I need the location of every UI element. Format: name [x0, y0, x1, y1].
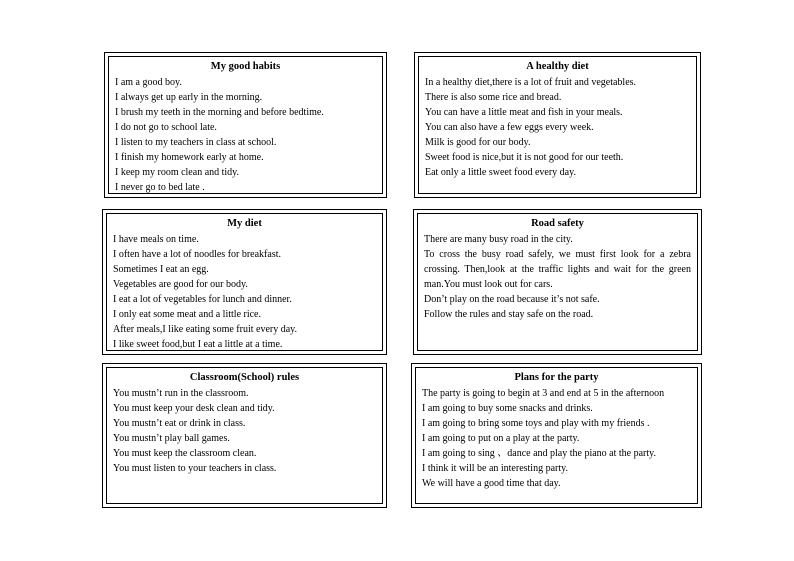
card-line: The party is going to begin at 3 and end at 5 in the afternoon	[422, 388, 665, 399]
card-line: I brush my teeth in the morning and before bedtime.	[115, 107, 324, 118]
card-line: You must keep the classroom clean.	[113, 448, 257, 459]
card-line: I like sweet food,but I eat a little at a time.	[113, 339, 283, 350]
card-plans-for-the-party	[411, 363, 702, 508]
card-line: There are many busy road in the city.	[424, 234, 573, 245]
card-line: You must listen to your teachers in class.	[113, 463, 277, 474]
card-line: I never go to bed late .	[115, 182, 205, 193]
card-line: I listen to my teachers in class at school.	[115, 137, 277, 148]
card-title: My good habits	[210, 61, 281, 72]
card-line: You mustn’t eat or drink in class.	[113, 418, 246, 429]
card-classroom-rules	[102, 363, 387, 508]
card-line: I do not go to school late.	[115, 122, 217, 133]
card-title: Classroom(School) rules	[189, 372, 300, 383]
card-inner	[417, 213, 698, 351]
card-inner	[108, 56, 383, 194]
card-paragraph: To cross the busy road safely, we must first look for a zebra crossing. Then,look at the traffic lights and wait for the green man.You must look out for cars.	[424, 249, 691, 290]
card-line: You must keep your desk clean and tidy.	[113, 403, 275, 414]
card-line: You mustn’t run in the classroom.	[113, 388, 249, 399]
card-inner	[106, 367, 383, 504]
card-line: I always get up early in the morning.	[115, 92, 263, 103]
card-line: There is also some rice and bread.	[425, 92, 562, 103]
card-line: I am going to bring some toys and play with my friends .	[422, 418, 650, 429]
card-line: Sweet food is nice,but it is not good for our teeth.	[425, 152, 624, 163]
card-line: Eat only a little sweet food every day.	[425, 167, 576, 178]
card-line: In a healthy diet,there is a lot of fruit and vegetables.	[425, 77, 637, 88]
card-line: I finish my homework early at home.	[115, 152, 264, 163]
card-line: I often have a lot of noodles for breakfast.	[113, 249, 281, 260]
card-line: Milk is good for our body.	[425, 137, 531, 148]
card-line: I only eat some meat and a little rice.	[113, 309, 261, 320]
card-inner	[418, 56, 697, 194]
card-line: Vegetables are good for our body.	[113, 279, 248, 290]
card-line: I am going to put on a play at the party.	[422, 433, 580, 444]
card-a-healthy-diet	[414, 52, 701, 198]
card-inner	[415, 367, 698, 504]
card-line: I keep my room clean and tidy.	[115, 167, 240, 178]
card-line: I am going to sing 、dance and play the piano at the party.	[422, 448, 657, 459]
card-line: You mustn’t play ball games.	[113, 433, 230, 444]
card-line: We will have a good time that day.	[422, 478, 561, 489]
card-title: My diet	[227, 218, 262, 229]
card-line: After meals,I like eating some fruit every day.	[113, 324, 298, 335]
card-line: Don’t play on the road because it’s not safe.	[424, 294, 600, 305]
card-line: I have meals on time.	[113, 234, 199, 245]
card-title: A healthy diet	[526, 61, 589, 72]
card-line: Sometimes I eat an egg.	[113, 264, 209, 275]
card-line: You can have a little meat and fish in your meals.	[425, 107, 623, 118]
card-inner	[106, 213, 383, 351]
card-line: I am a good boy.	[115, 77, 182, 88]
card-title: Road safety	[531, 218, 584, 229]
card-line: You can also have a few eggs every week.	[425, 122, 594, 133]
card-line: I think it will be an interesting party.	[422, 463, 568, 474]
card-line: I am going to buy some snacks and drinks.	[422, 403, 593, 414]
card-line: I eat a lot of vegetables for lunch and dinner.	[113, 294, 292, 305]
card-my-good-habits	[104, 52, 387, 198]
card-my-diet	[102, 209, 387, 355]
card-road-safety	[413, 209, 702, 355]
card-title: Plans for the party	[514, 372, 599, 383]
card-line: Follow the rules and stay safe on the road.	[424, 309, 594, 320]
